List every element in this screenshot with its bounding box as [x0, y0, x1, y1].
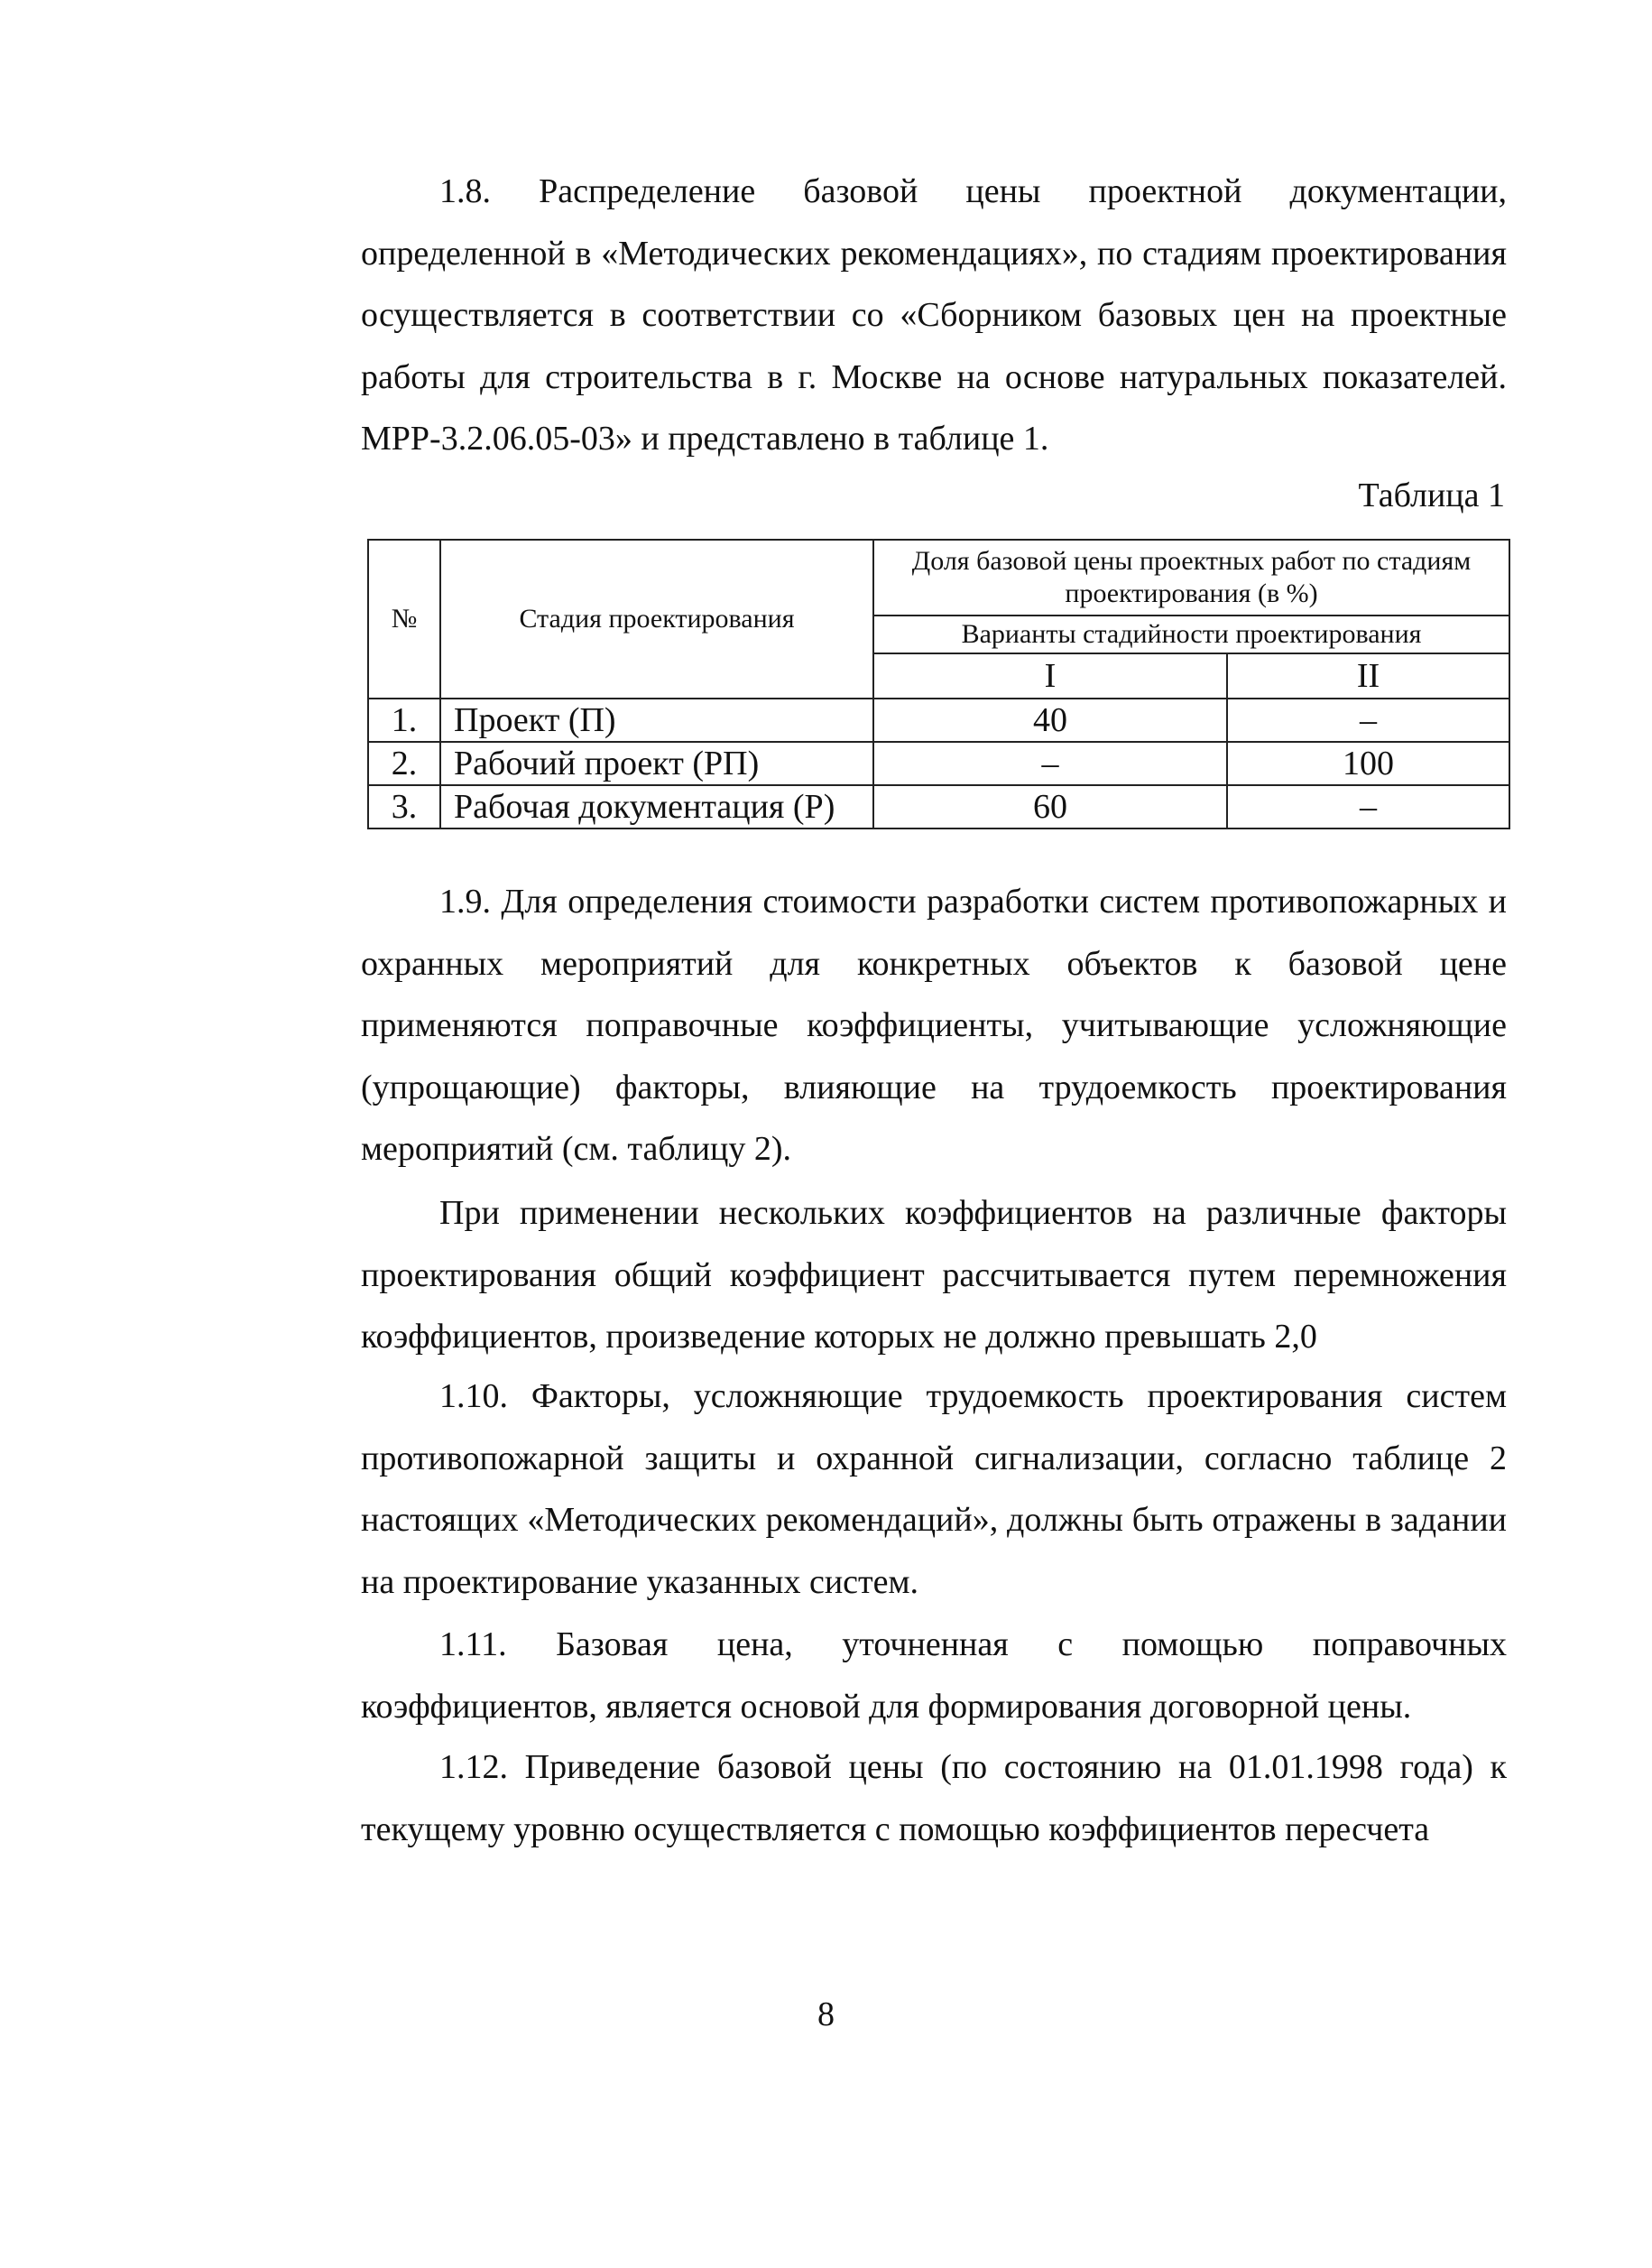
row-variant-2-value: 100	[1227, 742, 1509, 785]
header-variants: Варианты стадийности проектирования	[873, 616, 1509, 653]
table-row	[368, 699, 1509, 742]
row-variant-2-value: –	[1227, 785, 1509, 829]
row-stage: Рабочая документация (Р)	[440, 785, 873, 829]
header-stage: Стадия проектирования	[440, 540, 873, 699]
header-number: №	[368, 540, 440, 699]
paragraph-1-10: 1.10. Факторы, усложняющие трудоемкость проектирования систем противопожарной защиты и охранной сигнализации, согласно таблице 2 настоящих «Методических рекомендаций», должны быть отражены в задании на проектирование указанных систем.	[361, 1377, 1507, 1601]
row-variant-2-value: –	[1227, 699, 1509, 742]
page-number: 8	[817, 1995, 835, 2033]
row-number: 3.	[368, 785, 440, 829]
paragraph-multiple-coefficients: При применении нескольких коэффициентов на различные факторы проектирования общий коэффициент рассчитывается путем перемножения коэффициентов, произведение которых не должно превышать 2,0	[361, 1194, 1507, 1356]
header-variant-1: I	[873, 653, 1227, 699]
header-variant-2: II	[1227, 653, 1509, 699]
header-price-share: Доля базовой цены проектных работ по стадиям проектирования (в %)	[873, 540, 1509, 616]
row-variant-1-value: 60	[873, 785, 1227, 829]
paragraph-1-12: 1.12. Приведение базовой цены (по состоянию на 01.01.1998 года) к текущему уровню осуществляется с помощью коэффициентов пересчета	[361, 1748, 1507, 1848]
row-stage: Рабочий проект (РП)	[440, 742, 873, 785]
row-stage: Проект (П)	[440, 699, 873, 742]
paragraph-1-8: 1.8. Распределение базовой цены проектной документации, определенной в «Методических рекомендациях», по стадиям проектирования осуществляется в соответствии со «Сборником базовых цен на проектные работы для строительства в г. Москве на основе натуральных показателей. МРР-3.2.06.05-03» и представлено в таблице 1.	[361, 172, 1507, 458]
table-row	[368, 785, 1509, 829]
paragraph-1-9: 1.9. Для определения стоимости разработки систем противопожарных и охранных мероприятий для конкретных объектов к базовой цене применяются поправочные коэффициенты, учитывающие усложняющие (упрощающие) факторы, влияющие на трудоемкость проектирования мероприятий (см. таблицу 2).	[361, 883, 1507, 1168]
table-caption: Таблица 1	[1358, 477, 1505, 514]
stages-table	[367, 539, 1510, 829]
row-variant-1-value: –	[873, 742, 1227, 785]
row-variant-1-value: 40	[873, 699, 1227, 742]
table-row	[368, 742, 1509, 785]
row-number: 1.	[368, 699, 440, 742]
paragraph-1-11: 1.11. Базовая цена, уточненная с помощью поправочных коэффициентов, является основой для формирования договорной цены.	[361, 1625, 1507, 1726]
row-number: 2.	[368, 742, 440, 785]
